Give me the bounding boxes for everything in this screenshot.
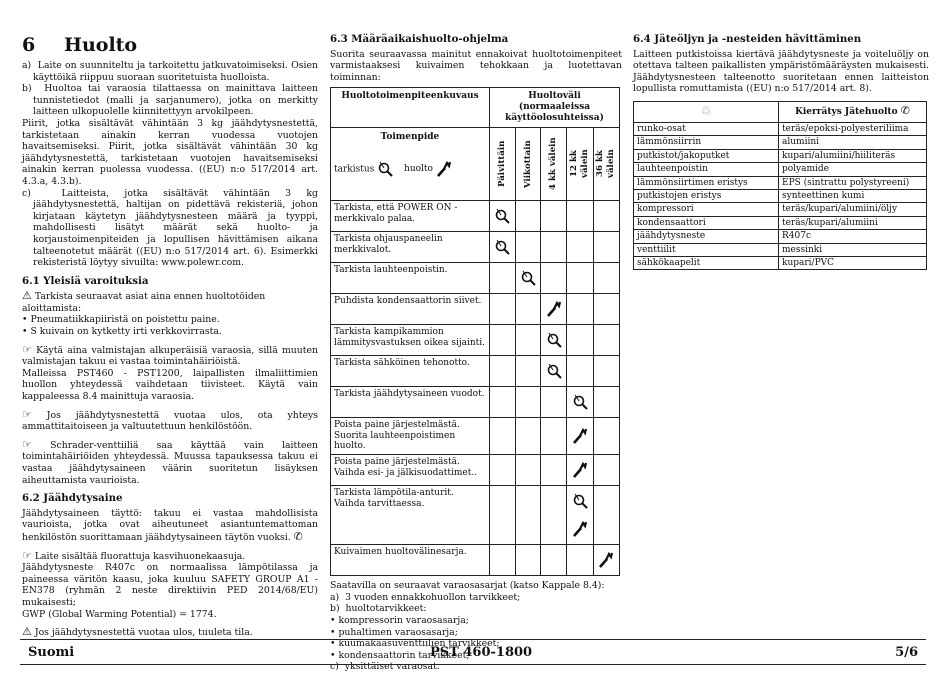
magnifier-check-icon <box>572 394 588 410</box>
recycle-row <box>634 176 927 189</box>
task-interval-cell <box>489 455 515 486</box>
s64-text: Laitteen putkistoissa kiertävä jäähdytysneste ja voiteluöljy on otettava talteen paikallisten ympäristömääräysten mukaisesti. Jäähdytysnesteen talteenotto suoritetaan ennen laitteiston lopullista romuttamista ((EU) n:o 517/2014 art. 8). <box>633 48 929 95</box>
task-interval-cell <box>541 417 567 454</box>
recycle-component: kondensaattori <box>634 216 779 229</box>
s61-note-3-text: Schrader-venttiiliä saa käyttää vain laitteen toimintahäiriöiden yhteydessä. Muussa tapauksessa takuu ei vastaa jäähdytysaineen väärin suoritetun lisäyksen aiheuttamista vaurioista. <box>22 439 318 486</box>
task-interval-cell <box>489 324 515 355</box>
magnifier-check-icon <box>572 493 588 509</box>
task-interval-cell <box>593 324 619 355</box>
magnifier-check-icon <box>546 332 562 348</box>
task-interval-cell <box>515 231 541 262</box>
task-description: Tarkista, että POWER ON -merkkivalo palaa. <box>331 200 490 231</box>
recycle-material: synteettinen kumi <box>779 190 927 203</box>
recycle-component: kompressori <box>634 203 779 216</box>
s61-note-3 <box>22 439 318 486</box>
chapter-heading <box>22 34 318 56</box>
th-legend <box>334 161 486 177</box>
task-interval-cell <box>593 386 619 417</box>
task-interval-cell <box>515 355 541 386</box>
legend-service-label: huolto <box>404 164 433 175</box>
th-recycle <box>779 101 927 122</box>
recycle-material: EPS (sintrattu polystyreeni) <box>779 176 927 189</box>
task-interval-cell <box>541 355 567 386</box>
parts-item: c) yksittäiset varaosat. <box>330 661 440 673</box>
task-rows <box>331 200 620 575</box>
footer-language: Suomi <box>28 645 75 660</box>
task-row <box>331 486 620 545</box>
task-interval-cell <box>515 386 541 417</box>
task-interval-cell <box>567 355 593 386</box>
chapter-title: Huolto <box>64 34 138 56</box>
pointing-hand-icon: ☞ <box>22 342 32 356</box>
task-interval-cell <box>593 293 619 324</box>
task-interval-cell <box>593 200 619 231</box>
interval-4-months: 4 kk välein <box>541 127 567 200</box>
recycle-row <box>634 190 927 203</box>
s61-note-2 <box>22 409 318 433</box>
task-description: Tarkista jäähdytysaineen vuodot. <box>331 386 490 417</box>
recycle-component: putkistojen eristys <box>634 190 779 203</box>
task-interval-cell <box>515 324 541 355</box>
task-interval-cell <box>541 545 567 576</box>
recycle-component: putkistot/jakoputket <box>634 149 779 162</box>
recycle-table <box>633 101 927 270</box>
recycle-component: sähkökaapelit <box>634 257 779 270</box>
task-interval-cell <box>567 486 593 545</box>
task-interval-cell <box>489 417 515 454</box>
intro-circuits: Piirit, jotka sisältävät vähintään 3 kg jäähdytysnestettä, tarkistetaan ainakin kerran vuodessa vuotojen havaitsemiseksi. Piirit, jotka sisältävät vähintään 30 kg jäähdytysnestettä, tarkistetaan vuotojen havaitsemiseksi ainakin kerran puolessa vuodessa. ((EU) n:o 517/2014 art. 4.3.a, 4.3.b). <box>22 117 318 187</box>
magnifier-check-icon <box>546 363 562 379</box>
recycle-material: teräs/epoksi-polyesteriliima <box>779 122 927 135</box>
task-description: Tarkista kampikammion lämmitysvastuksen oikea sijainti. <box>331 324 490 355</box>
maintenance-table <box>330 87 620 576</box>
warning-triangle-icon: ⚠ <box>22 289 32 303</box>
intro-c: c) Laitteista, jotka sisältävät vähintään 3 kg jäähdytysnestettä, haltijan on pidettävä rekisteriä, johon kirjataan käytetyn jäähdytysnesteen määrä ja tyyppi, mahdollisesti lisätyt määrät sekä huolto- ja korjaustoimenpiteiden ja lopullisen hävittämisen aikana talteenotetut määrät ((EU) n:o 517/2014 art. 6). Esimerkki rekisteristä löytyy sivuilta: www.polewr.com. <box>22 187 318 269</box>
s61-bullet-2: • S kuivain on kytketty irti verkkovirrasta. <box>22 326 318 338</box>
recycle-rows <box>634 122 927 269</box>
task-interval-cell <box>515 486 541 545</box>
s62-text-3: GWP (Global Warming Potential) = 1774. <box>22 608 217 620</box>
legend-check-label: tarkistus <box>334 164 375 175</box>
parts-item: • kondensaattorin tarvikkeet, <box>330 649 470 661</box>
recycle-row <box>634 122 927 135</box>
pointing-hand-icon: ☞ <box>22 407 32 421</box>
s61-warning <box>22 290 318 314</box>
s62-text-body: Jäähdytysaineen täyttö: takuu ei vastaa mahdollisista vaurioista, jotka ovat aiheutuneet asiantuntemattoman henkilöstön suorittamaan jäähdytysaineen täytön vuoksi. <box>22 507 318 543</box>
s62-text-2: Jäähdytysneste R407c on normaalissa lämpötilassa ja paineessa väritön kaasu, joka kuuluu SAFETY GROUP A1 - EN378 (ryhmän 2 neste direktiivin PED 2014/68/EU) mukaisesti; <box>22 562 318 608</box>
task-interval-cell <box>567 545 593 576</box>
task-interval-cell <box>567 293 593 324</box>
task-description: Poista paine järjestelmästä. Suorita lauhteenpoistimen huolto. <box>331 417 490 454</box>
magnifier-check-icon <box>377 161 393 177</box>
task-interval-cell <box>515 200 541 231</box>
task-interval-cell <box>489 545 515 576</box>
th-measure-cell <box>331 127 490 200</box>
task-row <box>331 545 620 576</box>
task-row <box>331 386 620 417</box>
column-middle <box>330 34 622 673</box>
task-interval-cell <box>489 355 515 386</box>
s61-note-1b: Malleissa PST460 - PST1200, laipallisten ilmaliittimien huollon yhteydessä vaihdetaan tiivisteet. Käytä vain kappaleessa 8.4 mainittuja varaosia. <box>22 367 318 403</box>
task-interval-cell <box>489 231 515 262</box>
recycle-material: teräs/kupari/alumiini/öljy <box>779 203 927 216</box>
s62-text <box>22 508 318 544</box>
task-interval-cell <box>515 455 541 486</box>
th-interval: Huoltoväli (normaaleissa käyttöolosuhteissa) <box>489 88 619 127</box>
recycle-material: polyamide <box>779 163 927 176</box>
task-row <box>331 262 620 293</box>
recycle-row <box>634 230 927 243</box>
task-description: Tarkista lauhteenpoistin. <box>331 262 490 293</box>
task-description: Tarkista ohjauspaneelin merkkivalot. <box>331 231 490 262</box>
recycle-material: messinki <box>779 243 927 256</box>
th-description: Huoltotoimenpiteenkuvaus <box>331 88 490 127</box>
recycle-component: lämmönsiirtimen eristys <box>634 176 779 189</box>
th-measure: Toimenpide <box>380 131 440 142</box>
task-interval-cell <box>489 200 515 231</box>
task-interval-cell <box>515 262 541 293</box>
task-interval-cell <box>567 262 593 293</box>
recycle-component: jäähdytysneste <box>634 230 779 243</box>
recycle-material: R407c <box>779 230 927 243</box>
recycle-material: kupari/PVC <box>779 257 927 270</box>
intro-b: b) Huoltoa tai varaosia tilattaessa on mainittava laitteen tunnistetiedot (malli ja sarjanumero), jotka on merkitty laitteen ulkopuolelle kiinnitettyyn arvokilpeen. <box>22 83 318 118</box>
task-interval-cell <box>515 545 541 576</box>
wrench-icon <box>572 428 588 444</box>
phone-service-icon: ✆ <box>900 104 910 118</box>
interval-weekly: Viikottain <box>515 127 541 200</box>
recycle-row <box>634 136 927 149</box>
magnifier-check-icon <box>494 239 510 255</box>
task-row <box>331 231 620 262</box>
wrench-icon <box>572 521 588 537</box>
task-interval-cell <box>541 231 567 262</box>
section-6-1-title: 6.1 Yleisiä varoituksia <box>22 274 149 287</box>
s61-warning-text: Tarkista seuraavat asiat aina ennen huoltotöiden aloittamista: <box>22 291 266 314</box>
task-interval-cell <box>567 200 593 231</box>
task-interval-cell <box>593 262 619 293</box>
task-row <box>331 324 620 355</box>
magnifier-check-icon <box>494 208 510 224</box>
recycle-row <box>634 243 927 256</box>
footer-model: PST 460-1800 <box>430 645 533 660</box>
recycle-row <box>634 203 927 216</box>
recycle-icon-cell <box>634 101 779 122</box>
parts-item: a) 3 vuoden ennakkohuollon tarvikkeet; <box>330 591 521 603</box>
s61-note-1 <box>22 344 318 368</box>
parts-item: • kuumakaasuventtiilien tarvikkeet; <box>330 638 500 650</box>
phone-service-icon: ✆ <box>293 529 303 543</box>
recycle-component: venttiilit <box>634 243 779 256</box>
task-interval-cell <box>593 417 619 454</box>
s63-intro: Suorita seuraavassa mainitut ennakoivat huoltotoimenpiteet varmistaaksesi kuivaimen tehokkaan ja luotettavan toiminnan: <box>330 48 622 83</box>
section-6-4-title: 6.4 Jäteöljyn ja -nesteiden hävittäminen <box>633 33 862 45</box>
column-left <box>22 34 318 639</box>
task-interval-cell <box>593 486 619 545</box>
task-description: Tarkista sähköinen tehonotto. <box>331 355 490 386</box>
task-row <box>331 355 620 386</box>
s62-warning-text: Jos jäähdytysnestettä vuotaa ulos, tuuleta tila. <box>34 627 253 639</box>
s62-warning <box>22 626 318 639</box>
task-row <box>331 200 620 231</box>
section-6-3-title: 6.3 Määräaikaishuolto-ohjelma <box>330 33 509 45</box>
task-row <box>331 417 620 454</box>
s62-note <box>22 550 318 563</box>
section-6-2-title: 6.2 Jäähdytysaine <box>22 492 123 505</box>
parts-item: • puhaltimen varaosasarja; <box>330 626 458 638</box>
task-interval-cell <box>541 324 567 355</box>
recycle-material: teräs/kupari/alumiini <box>779 216 927 229</box>
task-interval-cell <box>489 262 515 293</box>
parts-intro: Saatavilla on seuraavat varaosasarjat (katso Kappale 8.4): <box>330 580 605 592</box>
s61-bullet-1: • Pneumatiikkapiiristä on poistettu paine. <box>22 314 318 326</box>
pointing-hand-icon: ☞ <box>22 548 32 562</box>
task-interval-cell <box>541 200 567 231</box>
interval-36-months: 36 kk välein <box>593 127 619 200</box>
task-interval-cell <box>593 231 619 262</box>
s61-note-1-text: Käytä aina valmistajan alkuperäisiä varaosia, sillä muuten valmistajan takuu ei vastaa toimintahäiriöistä. <box>22 344 318 368</box>
magnifier-check-icon <box>520 270 536 286</box>
task-row <box>331 293 620 324</box>
s61-note-2-text: Jos jäähdytysnestettä vuotaa ulos, ota yhteys ammattitaitoiseen ja valtuutettuun henkilöstöön. <box>22 409 318 433</box>
parts-item: b) huoltotarvikkeet: <box>330 603 427 615</box>
task-interval-cell <box>593 355 619 386</box>
intro-a: a) Laite on suunniteltu ja tarkoitettu jatkuvatoimiseksi. Osien käyttöikä riippuu suoraan suoritetuista huolloista. <box>22 60 318 83</box>
pointing-hand-icon: ☞ <box>22 437 32 451</box>
task-description: Poista paine järjestelmästä. Vaihda esi- ja jälkisuodattimet.. <box>331 455 490 486</box>
task-description: Tarkista lämpötila-anturit. Vaihda tarvittaessa. <box>331 486 490 545</box>
task-interval-cell <box>489 486 515 545</box>
interval-daily: Päivittäin <box>489 127 515 200</box>
task-interval-cell <box>567 231 593 262</box>
task-interval-cell <box>541 486 567 545</box>
footer-page-number: 5/6 <box>895 645 918 660</box>
task-interval-cell <box>567 455 593 486</box>
task-interval-cell <box>489 386 515 417</box>
task-description: Puhdista kondensaattorin siivet. <box>331 293 490 324</box>
recycle-component: runko-osat <box>634 122 779 135</box>
task-interval-cell <box>541 293 567 324</box>
task-interval-cell <box>541 455 567 486</box>
warning-triangle-icon: ⚠ <box>22 625 32 639</box>
task-interval-cell <box>593 455 619 486</box>
s62-note-text: Laite sisältää fluorattuja kasvihuonekaasuja. <box>34 550 246 562</box>
recycle-row <box>634 163 927 176</box>
recycle-component: lauhteenpoistin <box>634 163 779 176</box>
task-interval-cell <box>489 293 515 324</box>
page-footer <box>20 639 926 665</box>
task-interval-cell <box>515 417 541 454</box>
task-interval-cell <box>567 417 593 454</box>
recycle-material: alumiini <box>779 136 927 149</box>
wrench-icon <box>598 552 614 568</box>
th-recycle-label: Kierrätys Jätehuolto <box>795 107 898 118</box>
parts-item: • kompressorin varaosasarja; <box>330 614 469 626</box>
recycle-row <box>634 149 927 162</box>
column-right <box>633 34 929 270</box>
wrench-icon <box>546 301 562 317</box>
interval-12-months: 12 kk välein <box>567 127 593 200</box>
chapter-number: 6 <box>22 34 36 56</box>
wrench-icon <box>436 161 452 177</box>
task-interval-cell <box>567 386 593 417</box>
task-interval-cell <box>541 262 567 293</box>
recycle-row <box>634 257 927 270</box>
task-interval-cell <box>593 545 619 576</box>
recycle-material: kupari/alumiini/hiiliteräs <box>779 149 927 162</box>
recycle-row <box>634 216 927 229</box>
recycle-component: lämmönsiirrin <box>634 136 779 149</box>
wrench-icon <box>572 462 588 478</box>
task-interval-cell <box>567 324 593 355</box>
recycle-icon: ♲ <box>700 103 712 118</box>
task-interval-cell <box>515 293 541 324</box>
task-row <box>331 455 620 486</box>
task-interval-cell <box>541 386 567 417</box>
task-description: Kuivaimen huoltovälinesarja. <box>331 545 490 576</box>
